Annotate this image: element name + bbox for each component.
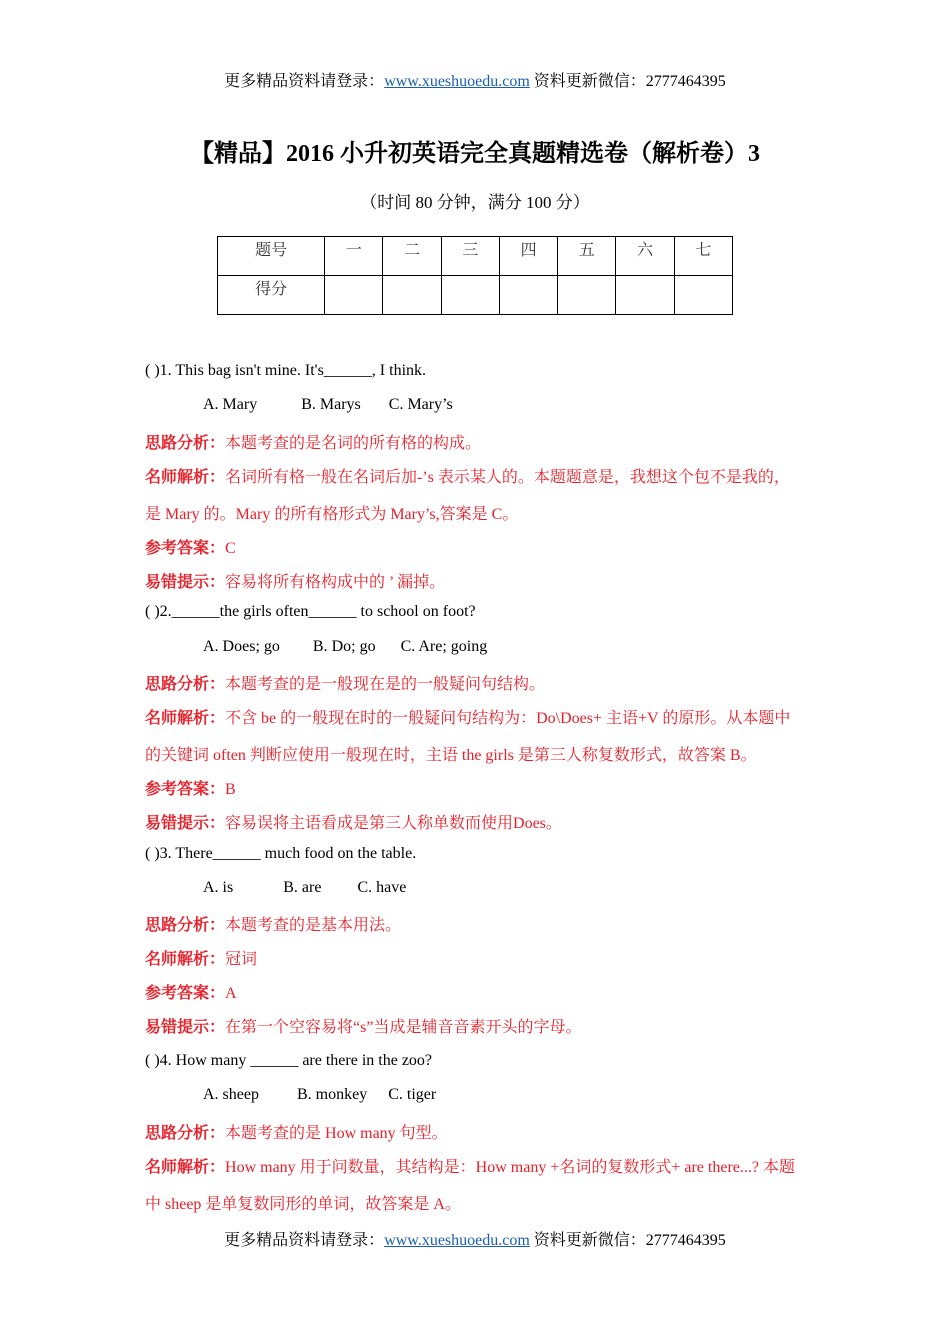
question-1-analysis — [145, 430, 481, 453]
header-prefix: 更多精品资料请登录： — [224, 73, 385, 90]
question-2-tip — [145, 810, 562, 833]
question-1-answer — [145, 535, 236, 558]
score-cell[interactable] — [674, 276, 732, 315]
question-4-analysis — [145, 1120, 448, 1143]
question-2-teacher — [145, 705, 790, 728]
section-5: 五 — [558, 237, 616, 276]
option-a: A. Does; go — [203, 638, 280, 655]
footer-suffix: 资料更新微信：2777464395 — [529, 1232, 726, 1249]
tip-label: 易错提示： — [145, 574, 226, 591]
section-6: 六 — [616, 237, 674, 276]
header-link[interactable]: www.xueshuoedu.com — [384, 73, 530, 90]
question-2-teacher-cont: 的关键词 often 判断应使用一般现在时，主语 the girls 是第三人称复数形式，故答案 B。 — [145, 747, 757, 764]
answer-label: 参考答案： — [145, 985, 226, 1002]
tip-label: 易错提示： — [145, 1019, 226, 1036]
section-1: 一 — [325, 237, 383, 276]
section-3: 三 — [441, 237, 499, 276]
tip-text: 在第一个空容易将“s”当成是辅音音素开头的字母。 — [225, 1019, 582, 1036]
option-c: C. have — [357, 879, 407, 896]
question-1-stem: ( )1. This bag isn't mine. It's______, I think. — [145, 362, 427, 379]
answer-label: 参考答案： — [145, 540, 226, 557]
score-table-row2-label: 得分 — [218, 276, 325, 315]
question-3-analysis — [145, 912, 401, 935]
teacher-label: 名师解析： — [145, 1159, 226, 1176]
score-cell[interactable] — [383, 276, 441, 315]
option-a: A. is — [203, 879, 234, 896]
question-3-answer — [145, 980, 237, 1003]
section-4: 四 — [499, 237, 557, 276]
tip-text: 容易将所有格构成中的 ’ 漏掉。 — [225, 574, 446, 591]
option-b: B. Marys — [301, 396, 361, 413]
score-table-score-row — [218, 276, 733, 315]
question-4-teacher-cont: 中 sheep 是单复数同形的单词，故答案是 A。 — [145, 1196, 461, 1213]
question-1-teacher-cont: 是 Mary 的。Mary 的所有格形式为 Mary’s,答案是 C。 — [145, 506, 519, 523]
answer-label: 参考答案： — [145, 781, 226, 798]
footer-prefix: 更多精品资料请登录： — [224, 1232, 385, 1249]
option-a: A. Mary — [203, 396, 258, 413]
teacher-text: 不含 be 的一般现在时的一般疑问句结构为：Do\Does+ 主语+V 的原形。从本题中 — [225, 710, 791, 727]
score-cell[interactable] — [558, 276, 616, 315]
question-4-teacher — [145, 1154, 795, 1177]
question-3-tip — [145, 1014, 581, 1037]
question-3-teacher — [145, 946, 257, 969]
option-b: B. are — [283, 879, 322, 896]
question-2-stem: ( )2.______the girls often______ to school on foot? — [145, 603, 476, 620]
score-table-header-row — [218, 237, 733, 276]
option-a: A. sheep — [203, 1086, 259, 1103]
page-subtitle: （时间 80 分钟，满分 100 分） — [360, 193, 590, 212]
analysis-text: 本题考查的是基本用法。 — [225, 917, 402, 934]
option-b: B. Do; go — [312, 638, 376, 655]
answer-text: A — [225, 985, 237, 1002]
question-2-analysis — [145, 671, 545, 694]
analysis-label: 思路分析： — [145, 1125, 226, 1142]
question-2-options — [203, 638, 487, 656]
answer-text: C — [225, 540, 236, 557]
question-3-stem: ( )3. There______ much food on the table. — [145, 845, 417, 862]
question-1-options — [203, 396, 453, 414]
question-4-stem: ( )4. How many ______ are there in the zoo? — [145, 1052, 433, 1069]
analysis-text: 本题考查的是一般现在是的一般疑问句结构。 — [225, 676, 546, 693]
score-cell[interactable] — [499, 276, 557, 315]
section-2: 二 — [383, 237, 441, 276]
teacher-label: 名师解析： — [145, 951, 226, 968]
option-b: B. monkey — [296, 1086, 368, 1103]
teacher-text: 冠词 — [225, 951, 258, 968]
analysis-label: 思路分析： — [145, 435, 226, 452]
header-suffix: 资料更新微信：2777464395 — [529, 73, 726, 90]
question-2-answer — [145, 776, 236, 799]
teacher-label: 名师解析： — [145, 710, 226, 727]
tip-text: 容易误将主语看成是第三人称单数而使用Does。 — [225, 815, 562, 832]
score-cell[interactable] — [616, 276, 674, 315]
page-footer — [0, 1227, 950, 1250]
section-7: 七 — [674, 237, 732, 276]
score-cell[interactable] — [441, 276, 499, 315]
option-c: C. Are; going — [400, 638, 488, 655]
score-table-row1-label: 题号 — [218, 237, 325, 276]
question-1-teacher — [145, 464, 790, 487]
page-header — [0, 68, 950, 91]
question-3-options — [203, 879, 406, 897]
footer-link[interactable]: www.xueshuoedu.com — [384, 1232, 530, 1249]
question-1-tip — [145, 569, 445, 592]
page-title: 【精品】2016 小升初英语完全真题精选卷（解析卷）3 — [190, 141, 760, 167]
teacher-label: 名师解析： — [145, 469, 226, 486]
analysis-text: 本题考查的是 How many 句型。 — [225, 1125, 448, 1142]
answer-text: B — [225, 781, 236, 798]
analysis-text: 本题考查的是名词的所有格的构成。 — [225, 435, 482, 452]
question-4-options — [203, 1086, 436, 1104]
option-c: C. Mary’s — [388, 396, 453, 413]
teacher-text: How many 用于问数量，其结构是：How many +名词的复数形式+ are there...? 本题 — [225, 1159, 795, 1176]
score-cell[interactable] — [325, 276, 383, 315]
analysis-label: 思路分析： — [145, 676, 226, 693]
tip-label: 易错提示： — [145, 815, 226, 832]
option-c: C. tiger — [388, 1086, 437, 1103]
teacher-text: 名词所有格一般在名词后加-’s 表示某人的。本题题意是，我想这个包不是我的， — [225, 469, 790, 486]
analysis-label: 思路分析： — [145, 917, 226, 934]
score-table — [217, 236, 733, 315]
